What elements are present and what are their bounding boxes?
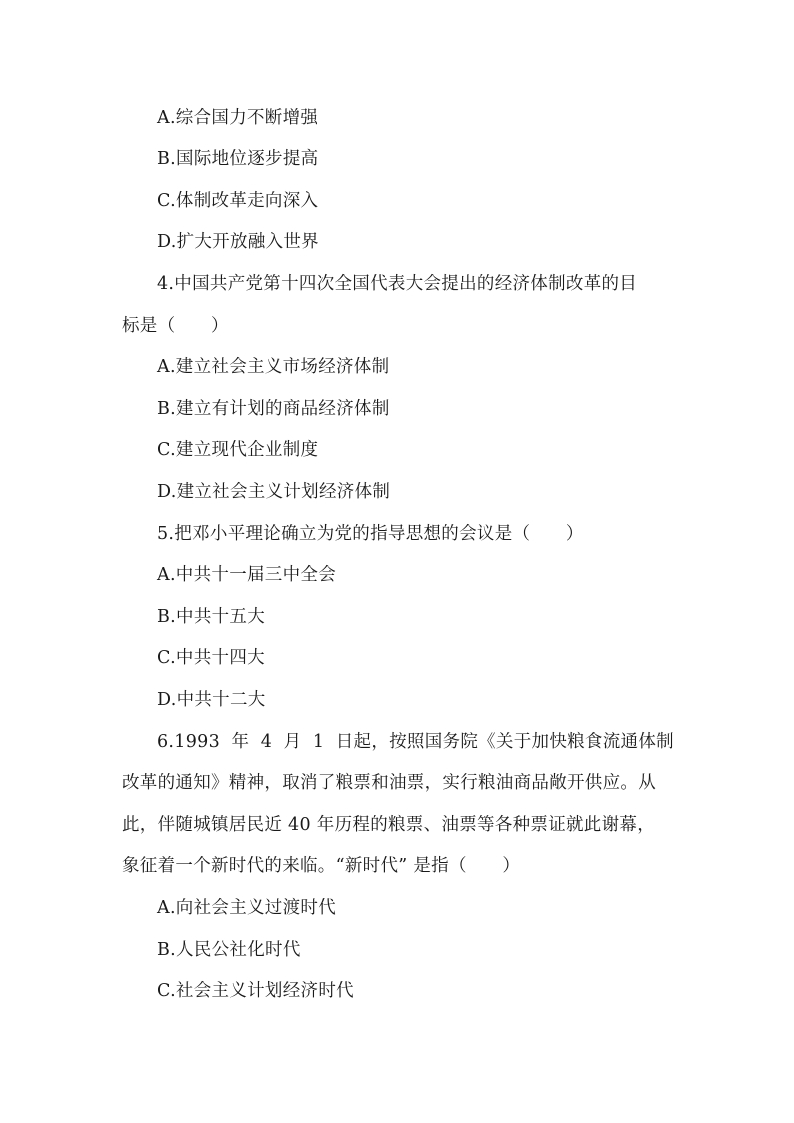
q6-option-a: A.向社会主义过渡时代 [157, 898, 336, 918]
q6-stem-line1-part: 1 [312, 732, 325, 752]
q4-option-a: A.建立社会主义市场经济体制 [157, 357, 390, 377]
q3-option-a: A.综合国力不断增强 [157, 108, 319, 128]
q5-option-c: C.中共十四大 [157, 648, 265, 668]
q6-stem-line2: 改革的通知》精神，取消了粮票和油票，实行粮油商品敞开供应。从 [122, 773, 656, 793]
q6-stem-line1-part: 日起，按照国务院《关于加快粮食流通体制 [335, 732, 674, 752]
q6-option-b: B.人民公社化时代 [157, 940, 301, 960]
q5-option-a: A.中共十一届三中全会 [157, 565, 336, 585]
q3-option-b: B.国际地位逐步提高 [157, 149, 319, 169]
q4-option-d: D.建立社会主义计划经济体制 [157, 482, 391, 502]
q4-option-b: B.建立有计划的商品经济体制 [157, 399, 390, 419]
q4-option-c: C.建立现代企业制度 [157, 440, 319, 460]
q6-stem-line3: 此，伴随城镇居民近 40 年历程的粮票、油票等各种票证就此谢幕， [122, 815, 655, 835]
q6-stem-line1-part: 月 [283, 732, 302, 752]
q6-option-c: C.社会主义计划经济时代 [157, 981, 354, 1001]
q5-option-b: B.中共十五大 [157, 607, 266, 627]
q6-stem-line1-part: 年 [231, 732, 250, 752]
q4-stem-line2: 标是（ ） [122, 316, 229, 336]
q5-option-d: D.中共十二大 [157, 690, 266, 710]
q6-stem-line1 [157, 730, 674, 754]
q6-stem-line1-part: 6.1993 [157, 732, 221, 752]
q5-stem: 5.把邓小平理论确立为党的指导思想的会议是（ ） [157, 524, 584, 544]
q4-stem-line1: 4.中国共产党第十四次全国代表大会提出的经济体制改革的目 [157, 274, 638, 294]
q6-stem-line1-part: 4 [260, 732, 273, 752]
q3-option-c: C.体制改革走向深入 [157, 191, 319, 211]
q3-option-d: D.扩大开放融入世界 [157, 232, 319, 252]
q6-stem-line4: 象征着一个新时代的来临。“新时代” 是指（ ） [122, 856, 521, 876]
